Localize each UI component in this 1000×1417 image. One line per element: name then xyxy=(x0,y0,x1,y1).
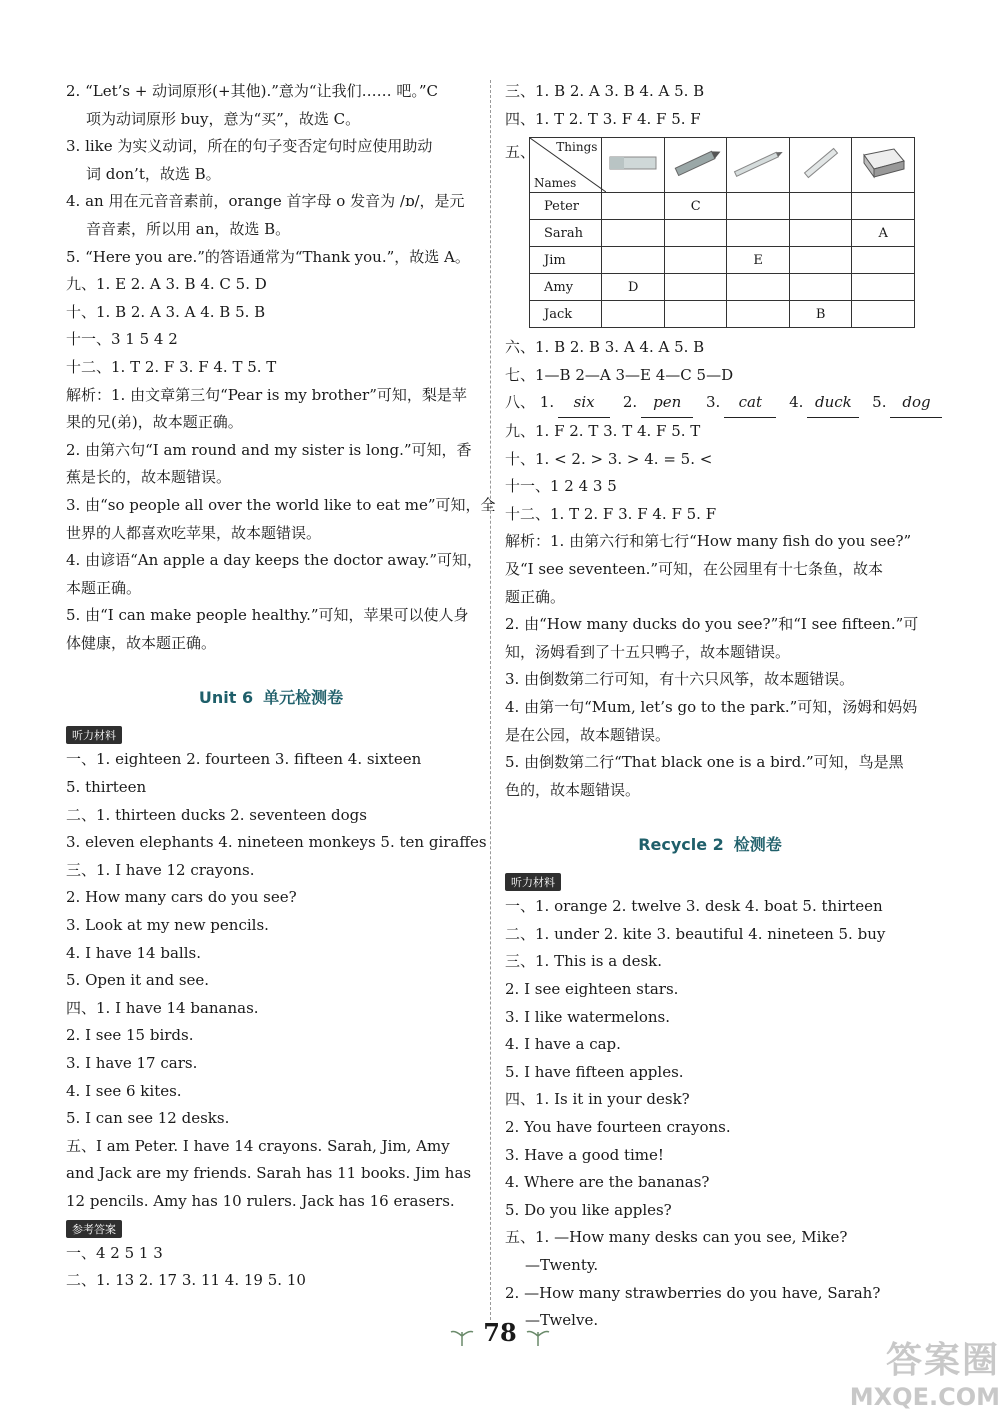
answer-line: 3. I like watermelons. xyxy=(505,1007,671,1026)
table-cell xyxy=(727,220,790,247)
answer-line: 4. I have 14 balls. xyxy=(66,943,201,962)
answer-line: 二、1. 13 2. 17 3. 11 4. 19 5. 10 xyxy=(66,1271,306,1290)
table-cell xyxy=(664,247,727,274)
answer-line: 十二、1. T 2. F 3. F 4. T 5. T xyxy=(66,357,277,376)
handwriting-num: 5. xyxy=(872,393,887,412)
table-cell: C xyxy=(664,193,727,220)
answer-line: 四、1. Is it in your desk? xyxy=(505,1090,690,1109)
row-name: Jim xyxy=(530,247,602,274)
table-cell xyxy=(789,220,852,247)
answer-line: —Twenty. xyxy=(525,1256,599,1274)
answer-line: 3. like 为实义动词，所在的句子变否定句时应使用助动 xyxy=(66,137,433,156)
table-cell xyxy=(852,193,915,220)
answer-line: 音音素，所以用 an，故选 B。 xyxy=(86,219,291,238)
answer-line: 4. 由谚语“An apple a day keeps the doctor away.”可知， xyxy=(66,551,483,570)
answer-line: 十、1. < 2. > 3. > 4. = 5. < xyxy=(505,449,713,468)
page-number-text: 78 xyxy=(483,1318,517,1347)
pencil-picture-cell xyxy=(727,138,790,193)
answer-line: 5. Do you like apples? xyxy=(505,1200,672,1219)
answer-line: 5. I can see 12 desks. xyxy=(66,1109,230,1128)
table-cell xyxy=(602,301,665,328)
table-corner-cell xyxy=(530,138,602,193)
table-cell: B xyxy=(789,301,852,328)
answer-line: 色的，故本题错误。 xyxy=(505,780,641,799)
table-cell xyxy=(852,301,915,328)
right-column xyxy=(505,78,931,1335)
table-cell: E xyxy=(727,247,790,274)
handwritten-word: duck xyxy=(807,389,859,418)
table-cell xyxy=(852,247,915,274)
answer-line: 4. 由第一句“Mum, let’s go to the park.”可知，汤姆和妈妈 xyxy=(505,697,918,716)
answer-line: 是在公园，故本题错误。 xyxy=(505,725,671,744)
answer-line: 四、1. I have 14 bananas. xyxy=(66,998,259,1017)
answer-line: 四、1. T 2. T 3. F 4. F 5. F xyxy=(505,109,701,128)
reference-answer-tag: 参考答案 xyxy=(66,1220,122,1238)
answer-line: 项为动词原形 buy，意为“买”，故选 C。 xyxy=(86,109,361,128)
matching-table-block xyxy=(505,137,915,328)
answer-line: 解析：1. 由第六行和第七行“How many fish do you see?” xyxy=(505,532,912,551)
left-answers-2 xyxy=(66,746,487,1215)
answer-line: 九、1. E 2. A 3. B 4. C 5. D xyxy=(66,275,267,294)
handwritten-word: cat xyxy=(724,389,776,418)
recycle2-title-cn: 检测卷 xyxy=(733,835,782,855)
handwriting-label: 八、 xyxy=(505,393,536,412)
answer-line: 2. You have fourteen crayons. xyxy=(505,1118,731,1137)
ruler-picture-cell xyxy=(789,138,852,193)
table-cell xyxy=(789,193,852,220)
left-column xyxy=(66,78,496,1295)
table-cell: A xyxy=(852,220,915,247)
sprout-right-icon xyxy=(525,1322,551,1348)
table-row xyxy=(530,220,915,247)
answer-line: 及“I see seventeen.”可知，在公园里有十七条鱼，故本 xyxy=(505,559,884,578)
unit6-title xyxy=(66,685,476,708)
right-answers-3 xyxy=(505,893,915,1335)
handwritten-word: dog xyxy=(890,389,942,418)
table-cell xyxy=(602,247,665,274)
answer-line: 三、1. B 2. A 3. B 4. A 5. B xyxy=(505,82,705,100)
table-cell xyxy=(602,193,665,220)
table-cell xyxy=(789,274,852,301)
listening-material-tag: 听力材料 xyxy=(66,726,122,744)
answer-line: 体健康，故本题正确。 xyxy=(66,633,217,652)
answer-line: 5. 由“I can make people healthy.”可知，苹果可以使人身 xyxy=(66,606,469,625)
handwriting-num: 1. xyxy=(539,393,555,412)
table-cell xyxy=(852,274,915,301)
answer-line: 2. 由第六句“I am round and my sister is long.”可知，香 xyxy=(66,440,472,459)
answer-line: 3. I have 17 cars. xyxy=(66,1054,198,1072)
answer-line: 3. 由“so people all over the world like to eat me”可知，全 xyxy=(66,495,496,514)
handwriting-num: 4. xyxy=(789,393,804,412)
answer-line: 3. eleven elephants 4. nineteen monkeys 5. ten giraffes xyxy=(66,833,487,852)
answer-line: 5. thirteen xyxy=(66,778,147,797)
handwritten-word: pen xyxy=(641,389,693,418)
names-header: Names xyxy=(534,176,577,191)
book-picture-cell xyxy=(852,138,915,193)
watermark xyxy=(820,1332,1000,1411)
answer-line: 十一、1 2 4 3 5 xyxy=(505,477,617,496)
answer-line: 果的兄(弟)，故本题正确。 xyxy=(66,413,243,432)
table-cell xyxy=(664,301,727,328)
crayon-icon xyxy=(667,143,725,183)
answer-line: 3. 由倒数第二行可知，有十六只风筝，故本题错误。 xyxy=(505,670,855,689)
answer-line: 2. “Let’s + 动词原形(+其他).”意为“让我们…… 吧。”C xyxy=(66,82,438,100)
answer-line: 3. Look at my new pencils. xyxy=(66,916,269,935)
things-header: Things xyxy=(556,140,598,155)
eraser-picture-cell xyxy=(602,138,665,193)
answer-line: 4. Where are the bananas? xyxy=(505,1173,710,1192)
table-row xyxy=(530,301,915,328)
table-header-row xyxy=(530,138,915,193)
table-row xyxy=(530,274,915,301)
answer-line: 十二、1. T 2. F 3. F 4. F 5. F xyxy=(505,504,717,523)
recycle2-title xyxy=(505,832,915,855)
eraser-icon xyxy=(604,143,662,183)
answer-line: 三、1. This is a desk. xyxy=(505,952,663,971)
ruler-icon xyxy=(792,143,850,183)
table-cell xyxy=(602,220,665,247)
right-answers-1 xyxy=(505,78,915,133)
answer-line: 题正确。 xyxy=(505,587,566,606)
sprout-left-icon xyxy=(449,1322,475,1348)
answer-line: 解析：1. 由文章第三句“Pear is my brother”可知，梨是苹 xyxy=(66,385,467,404)
answer-line: 一、1. eighteen 2. fourteen 3. fifteen 4. sixteen xyxy=(66,750,422,769)
table-cell xyxy=(727,301,790,328)
answer-line: —Twelve. xyxy=(525,1311,599,1330)
row-name: Amy xyxy=(530,274,602,301)
answer-line: 七、1—B 2—A 3—E 4—C 5—D xyxy=(505,365,734,384)
answer-line: 十一、3 1 5 4 2 xyxy=(66,330,178,349)
matching-table xyxy=(529,137,915,328)
unit6-title-cn: 单元检测卷 xyxy=(263,688,344,708)
row-name: Sarah xyxy=(530,220,602,247)
answer-line: 词 don’t，故选 B。 xyxy=(86,164,221,183)
left-answers-1 xyxy=(66,78,496,657)
handwriting-num: 3. xyxy=(705,393,721,412)
listening-material-tag: 听力材料 xyxy=(505,873,561,891)
handwriting-num: 2. xyxy=(622,393,638,412)
answer-line: 4. an 用在元音音素前，orange 首字母 o 发音为 /ɒ/，是元 xyxy=(66,192,465,211)
watermark-logo: 答案圈 xyxy=(885,1340,1000,1381)
answer-line: 4. I see 6 kites. xyxy=(66,1081,182,1100)
answer-line: 十、1. B 2. A 3. A 4. B 5. B xyxy=(66,302,266,321)
answer-line: 知，汤姆看到了十五只鸭子，故本题错误。 xyxy=(505,642,791,661)
answer-line: 二、1. under 2. kite 3. beautiful 4. nineteen 5. buy xyxy=(505,924,886,943)
table-cell xyxy=(664,274,727,301)
handwriting-line xyxy=(505,389,931,418)
table-cell xyxy=(727,193,790,220)
book-icon xyxy=(854,143,912,183)
answer-line: 六、1. B 2. B 3. A 4. A 5. B xyxy=(505,338,705,357)
answer-line: 5. 由倒数第二行“That black one is a bird.”可知，鸟是黑 xyxy=(505,753,904,772)
table-row xyxy=(530,247,915,274)
answer-line: 2. I see 15 birds. xyxy=(66,1026,194,1045)
answer-line: 5. I have fifteen apples. xyxy=(505,1062,684,1081)
answer-line: 本题正确。 xyxy=(66,578,142,597)
answer-line: 2. —How many strawberries do you have, Sarah? xyxy=(505,1283,881,1302)
answer-line: 二、1. thirteen ducks 2. seventeen dogs xyxy=(66,805,367,824)
answer-line: 世界的人都喜欢吃苹果，故本题错误。 xyxy=(66,523,322,542)
watermark-url: MXQE.COM xyxy=(849,1383,1000,1411)
answer-line: 5. Open it and see. xyxy=(66,971,210,990)
table-row xyxy=(530,193,915,220)
answer-line: 一、4 2 5 1 3 xyxy=(66,1243,163,1262)
crayon-picture-cell xyxy=(664,138,727,193)
table-cell xyxy=(727,274,790,301)
column-divider xyxy=(490,80,491,1320)
answer-line: 蕉是长的，故本题错误。 xyxy=(66,468,232,487)
answer-line: 2. How many cars do you see? xyxy=(66,888,297,907)
unit6-title-en: Unit 6 xyxy=(198,688,254,708)
left-answers-3 xyxy=(66,1240,476,1295)
row-name: Jack xyxy=(530,301,602,328)
right-answers-2 xyxy=(505,334,931,804)
table-cell xyxy=(789,247,852,274)
table-cell xyxy=(664,220,727,247)
answer-line: 一、1. orange 2. twelve 3. desk 4. boat 5. thirteen xyxy=(505,897,883,916)
answer-line: 3. Have a good time! xyxy=(505,1145,664,1164)
row-name: Peter xyxy=(530,193,602,220)
answer-line: 三、1. I have 12 crayons. xyxy=(66,860,255,879)
answer-line: 2. 由“How many ducks do you see?”和“I see fifteen.”可 xyxy=(505,615,919,634)
recycle2-title-en: Recycle 2 xyxy=(638,835,724,855)
answer-line: 2. I see eighteen stars. xyxy=(505,980,679,999)
answer-line: 5. “Here you are.”的答语通常为“Thank you.”，故选 A。 xyxy=(66,247,470,266)
answer-line: 九、1. F 2. T 3. T 4. F 5. T xyxy=(505,421,701,440)
table-label: 五、 xyxy=(505,143,536,162)
pencil-icon xyxy=(729,143,787,183)
table-cell: D xyxy=(602,274,665,301)
answer-line: 五、1. —How many desks can you see, Mike? xyxy=(505,1228,848,1247)
passage-paragraph: 五、I am Peter. I have 14 crayons. Sarah, Jim, Amy and Jack are my friends. Sarah has 11 books. Jim has 12 pencils. Amy has 10 rulers. Jack has 16 erasers. xyxy=(66,1136,472,1210)
handwritten-word: six xyxy=(558,389,610,418)
answer-line: 4. I have a cap. xyxy=(505,1035,621,1054)
